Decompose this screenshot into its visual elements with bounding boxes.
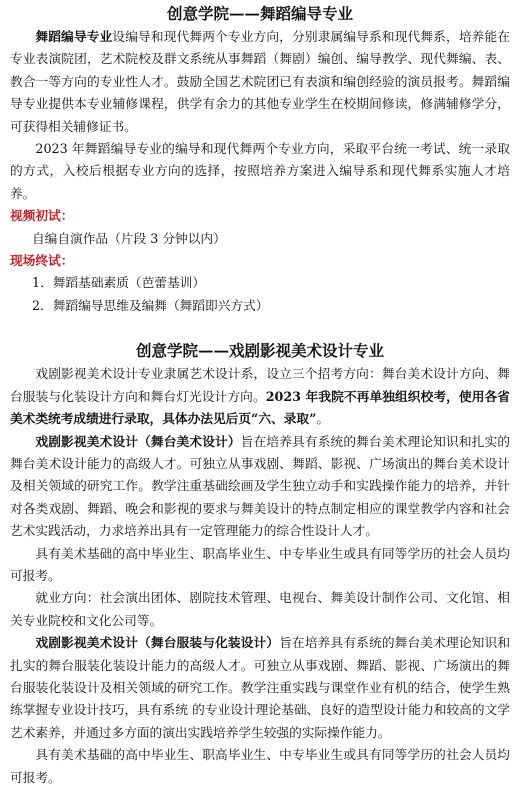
onsite-exam-item: 1．舞蹈基础素质（芭蕾基训） xyxy=(32,275,206,291)
paragraph xyxy=(10,363,510,430)
bold-notice: 2023 年我院不再单独组织校考，使用各省美术类统考成绩进行录取，具体办法见后页“六、录取” xyxy=(10,388,510,427)
bold-term: 戏剧影视美术设计（舞台美术设计） xyxy=(35,433,241,449)
paragraph: 2023 年舞蹈编导专业的编导和现代舞两个专业方向，采取平台统一考试、统一录取的方式，入校后根据专业方向的选择，按照培养方案进入编导系和现代舞系实施人才培养。 xyxy=(10,141,510,201)
section-title: 创意学院——舞蹈编导专业 xyxy=(166,4,353,23)
paragraph: 具有美术基础的高中毕业生、职高毕业生、中专毕业生或具有同等学历的社会人员均可报考。 xyxy=(10,747,510,785)
paragraph xyxy=(10,26,510,138)
video-exam-label: 视频初试： xyxy=(10,208,74,224)
paragraph-text: 戏剧影视美术设计专业隶属艺术设计系，设立三个招考方向：舞台美术设计方向、舞台服装与化装设计方向和舞台灯光设计方向。 xyxy=(10,366,510,404)
paragraph-text: 。 xyxy=(316,411,330,427)
paragraph-text: 旨在培养具有系统的舞台美术理论知识和扎实的舞台服装化装设计能力的高级人才。可独立从事戏剧、舞蹈、影视、广场演出的舞台服装化装设计及相关领域的研究工作。教学注重实践与课堂作业有机的结合，使学生熟练掌握专业设计技巧，具有系统 的专业设计理论基础、良好的造型设计能力和较高的文学艺术素养，并通过多方面的演出实践培养学生较强的实际操作能力。 xyxy=(10,635,511,740)
section-title: 创意学院——戏剧影视美术设计专业 xyxy=(135,341,384,361)
paragraph: 具有美术基础的高中毕业生、职高毕业生、中专毕业生或具有同等学历的社会人员均可报考。 xyxy=(10,545,510,583)
paragraph-text: 设编导和现代舞两个专业方向，分别隶属编导系和现代舞系，培养能在专业表演院团，艺术院校及群文系统从事舞蹈（舞剧）编创、编导教学、现代舞编、表、教合一等方向的专业性人才。鼓励全国艺术院团已有表演和编创经验的演员报考。舞蹈编导专业提供本专业辅修课程，供学有余力的其他专业学生在校期间修读，修满辅修学分，可获得相关辅修证书。 xyxy=(10,29,511,134)
onsite-exam-item: 2．舞蹈编导思维及编舞（舞蹈即兴方式） xyxy=(32,297,269,313)
bold-term: 戏剧影视美术设计（舞台服装与化装设计） xyxy=(35,635,280,651)
paragraph: 就业方向：社会演出团体、剧院技术管理、电视台、舞美设计制作公司、文化馆、相关专业院校和文化公司等。 xyxy=(10,590,510,628)
paragraph-text: 旨在培养具有系统的舞台美术理论知识和扎实的舞台美术设计能力的高级人才。可独立从事戏剧、舞蹈、影视、广场演出的舞台美术设计及相关领域的研究工作。教学注重基础绘画及学生独立动手和实践操作能力的培养，并针对各类戏剧、舞蹈、晚会和影视的要求与舞美设计的特点制定相应的课堂教学内容和社会艺术实践活动，力求培养出具有一定管理能力的综合性设计人才。 xyxy=(10,433,511,539)
video-exam-item: 自编自演作品（片段 3 分钟以内） xyxy=(32,230,226,246)
bold-term: 舞蹈编导专业 xyxy=(35,29,113,44)
onsite-exam-label: 现场终试： xyxy=(10,253,74,269)
paragraph xyxy=(10,632,510,744)
paragraph xyxy=(10,431,510,543)
